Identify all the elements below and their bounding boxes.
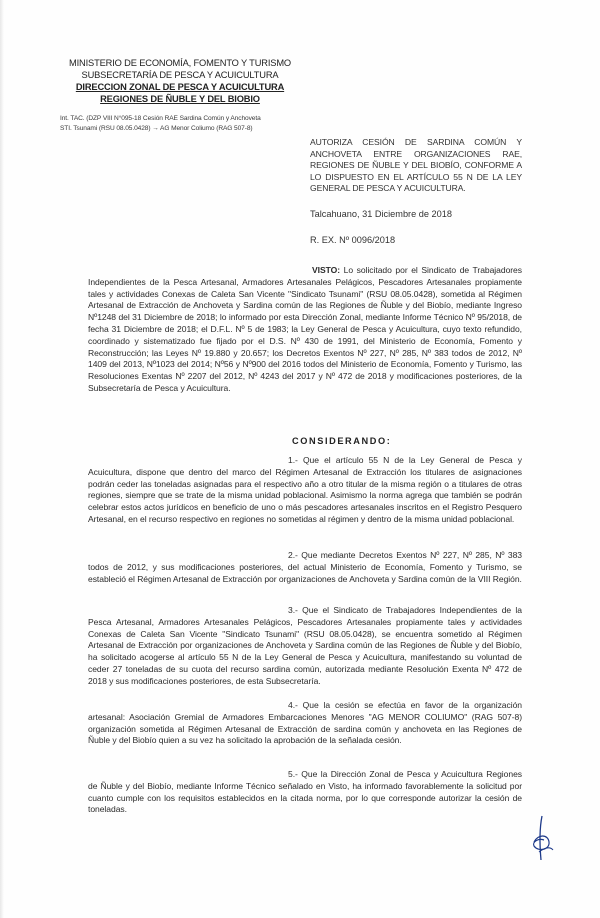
considerando-item-3 (88, 605, 522, 688)
considerando-text-3: 3.- Que el Sindicato de Trabajadores Independientes de la Pesca Artesanal, Armadores Artesanales Pelágicos, Pescadores Artesanales propiamente tales y actividades Conexas de Caleta San Vicente "Sindicato Tsunami" (RSU 08.05.0428), se encuentra sometido al Régimen Artesanal de Extracción por organizaciones de Anchoveta y Sardina común de las Regiones de Ñuble y del Biobío, ha solicitado acogerse al artículo 55 N de la Ley General de Pesca y Acuicultura, manifestando su voluntad de ceder 27 toneladas de su cuota del recurso sardina común, autorizada mediante Resolución Exenta Nº 472 de 2018 y sus modificaciones posteriores, de esta Subsecretaría. (88, 605, 522, 686)
reference-line-1: Int. TAC. (DZP VIII N°095-18 Cesión RAE Sardina Común y Anchoveta (60, 115, 261, 122)
scan-edge-shadow (0, 0, 4, 918)
considerando-item-5 (88, 769, 522, 816)
initials-signature (522, 812, 562, 864)
resolution-number: R. EX. Nº 0096/2018 (310, 235, 396, 245)
considerando-item-2 (88, 550, 522, 585)
letterhead (60, 57, 300, 105)
considerando-text-4: 4.- Que la cesión se efectúa en favor de la organización artesanal: Asociación Gremial de Armadores Embarcaciones Menores "AG MENOR COLIUMO" (RAG 507-8) organización sometida al Régimen Artesanal de Extracción de sardina común y anchoveta en las Regiones de Ñuble y del Biobío quien a su vez ha solicitado la aprobación de la señalada cesión. (88, 700, 522, 746)
direccion-zonal-name: DIRECCION ZONAL DE PESCA Y ACUICULTURA (75, 82, 285, 92)
visto-paragraph (88, 265, 522, 395)
visto-text: Lo solicitado por el Sindicato de Trabajadores Independientes de la Pesca Artesanal, Armadores Artesanales Pelágicos, Pescadores Artesanales propiamente tales y actividades Conexas de Caleta San Vicente "Sindicato Tsunami" (RSU 08.05.0428), sometida al Régimen Artesanal de Extracción de Anchoveta y Sardina común de las Regiones de Ñuble y del Biobío, mediante Ingreso Nº1248 del 31 Diciembre de 2018; lo informado por esta Dirección Zonal, mediante Informe Técnico Nº 95/2018, de fecha 31 Diciembre de 2018; el D.F.L. Nº 5 de 1983; la Ley General de Pesca y Acuicultura, cuyo texto refundido, coordinado y sistematizado fue fijado por el D.S. Nº 430 de 1991, del Ministerio de Economía, Fomento y Reconstrucción; las Leyes Nº 19.880 y 20.657; los Decretos Exentos Nº 227, Nº 285, Nº 383 todos de 2012, Nº 1409 del 2013, Nº1023 del 2014; Nº56 y Nº900 del 2016 todos del Ministerio de Economía, Fomento y Turismo, las Resoluciones Exentas Nº 2207 del 2012, Nº 4243 del 2017 y Nº 472 de 2018 y modificaciones posteriores, de la Subsecretaría de Pesca y Acuicultura. (88, 265, 522, 393)
visto-label: VISTO: (312, 265, 341, 275)
place-and-date: Talcahuano, 31 Diciembre de 2018 (310, 209, 452, 219)
ministry-name: MINISTERIO DE ECONOMÍA, FOMENTO Y TURISMO (69, 58, 291, 68)
regiones-name: REGIONES DE ÑUBLE Y DEL BIOBIO (100, 94, 260, 104)
considerando-text-5: 5.- Que la Dirección Zonal de Pesca y Acuicultura Regiones de Ñuble y del Biobío, mediante Informe Técnico señalado en Visto, ha informado favorablemente la solicitud por cuanto cumple con los requisitos establecidos en la citada norma, por lo que corresponde autorizar la cesión de toneladas. (88, 769, 522, 815)
considerando-text-2: 2.- Que mediante Decretos Exentos Nº 227, Nº 285, Nº 383 todos de 2012, y sus modificaciones posteriores, del actual Ministerio de Economía, Fomento y Turismo, se estableció el Régimen Artesanal de Extracción por organizaciones de Anchoveta y Sardina común de la VIII Región. (88, 550, 522, 584)
considerando-item-4 (88, 700, 522, 747)
reference-lines (60, 114, 310, 133)
considerando-heading: CONSIDERANDO: (292, 436, 392, 446)
reference-line-2: STI. Tsunami (RSU 08.05.0428) → AG Menor Coliumo (RAG 507-8) (60, 124, 253, 132)
considerando-item-1 (88, 455, 522, 526)
resolution-subject: AUTORIZA CESIÓN DE SARDINA COMÚN Y ANCHOVETA ENTRE ORGANIZACIONES RAE, REGIONES DE ÑUBLE Y DEL BIOBÍO, CONFORME A LO DISPUESTO EN EL ARTÍCULO 55 N DE LA LEY GENERAL DE PESCA Y ACUICULTURA. (310, 137, 522, 194)
subsecretaria-name: SUBSECRETARÍA DE PESCA Y ACUICULTURA (81, 70, 279, 80)
considerando-text-1: 1.- Que el artículo 55 N de la Ley General de Pesca y Acuicultura, dispone que dentro del marco del Régimen Artesanal de Extracción los titulares de asignaciones podrán ceder las toneladas asignadas para el respectivo año a otro titular de la misma región o a titulares de otras regiones, siempre que se trate de la misma unidad poblacional. Asimismo la norma agrega que también se podrán celebrar estos actos jurídicos en beneficio de uno o más pescadores artesanales inscritos en el Registro Pesquero Artesanal, en el recurso respectivo en regiones no sometidas al régimen y dentro de la misma unidad poblacional. (88, 455, 522, 524)
